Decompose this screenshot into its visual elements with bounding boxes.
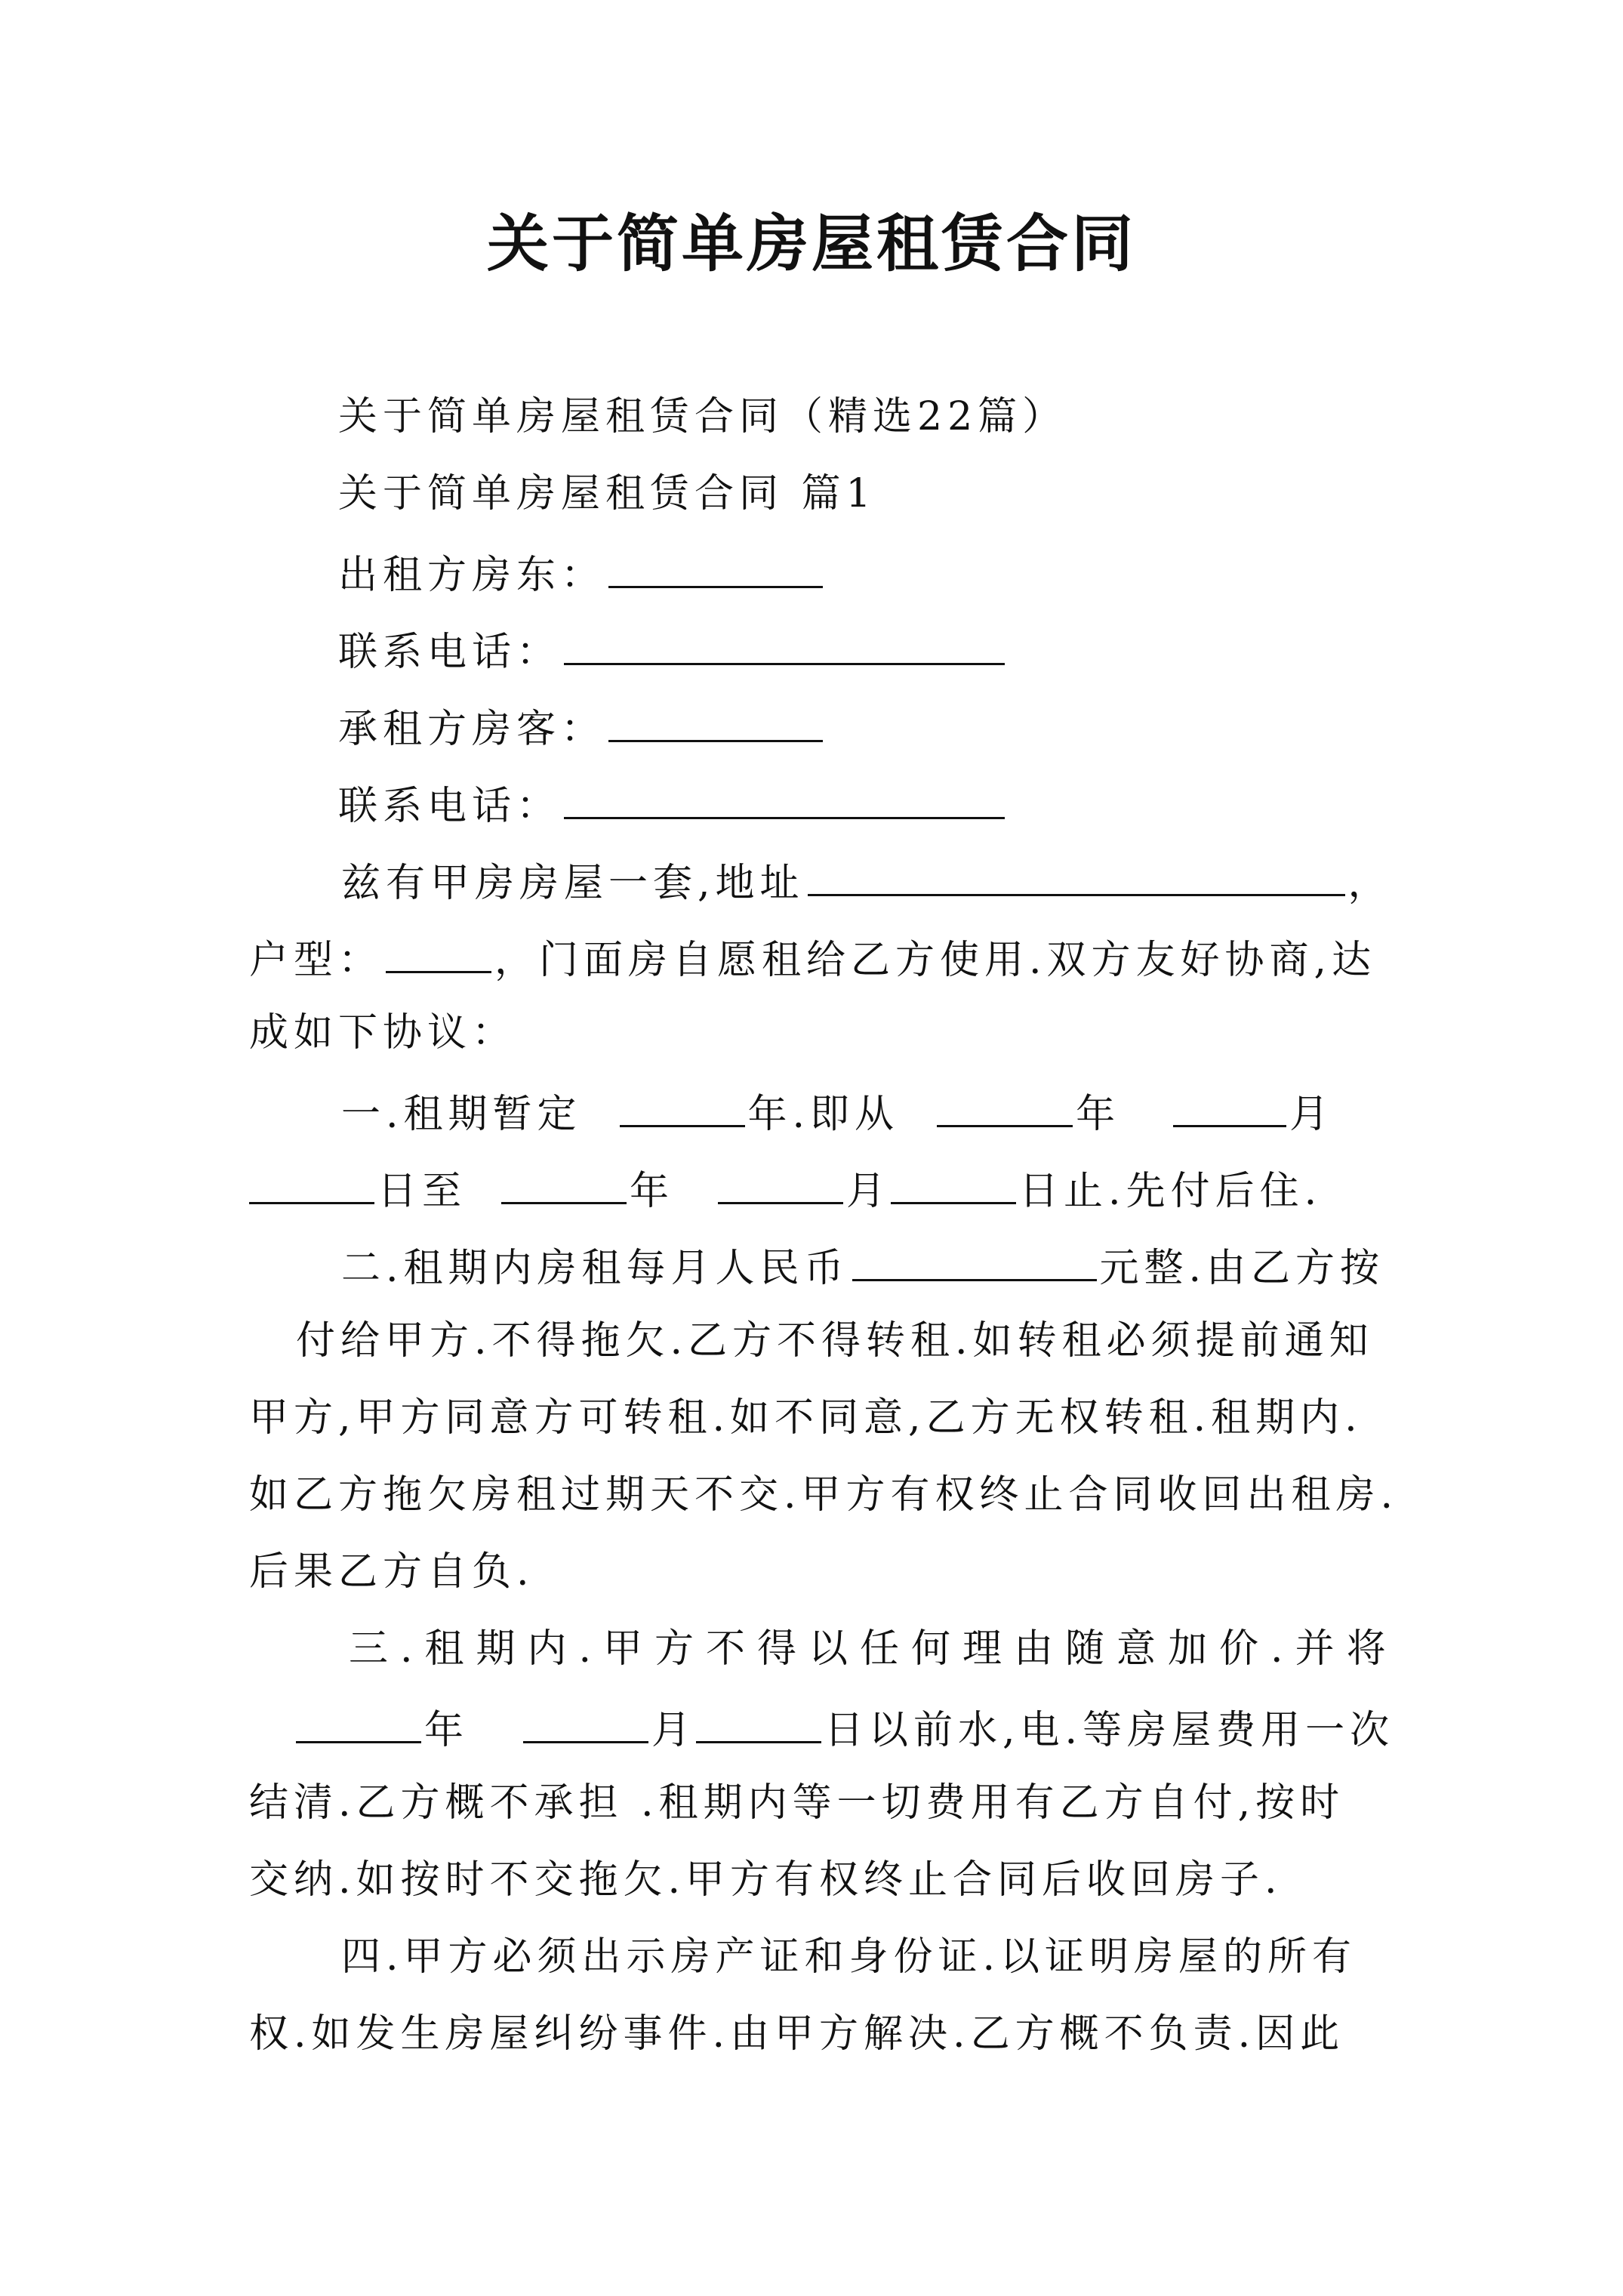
term-years-blank — [620, 1083, 745, 1127]
tenant-phone-field — [338, 775, 1008, 834]
clause-1-text: 一.租期暂定 — [341, 1092, 582, 1137]
utility-day-blank — [696, 1699, 821, 1743]
landlord-field — [338, 544, 826, 603]
clause-1-end-year: 年 — [630, 1169, 675, 1214]
clause-2-line-3: 甲方,甲方同意方可转租.如不同意,乙方无权转租.租期内. — [249, 1395, 1363, 1441]
rent-amount-blank — [852, 1237, 1097, 1281]
intro-text-2: ，门面房自愿租给乙方使用.双方友好协商,达 — [494, 938, 1377, 983]
document-subtitle: 关于简单房屋租赁合同（精选22篇） — [338, 394, 1067, 439]
clause-4-line-2: 权.如发生房屋纠纷事件.由甲方解决.乙方概不负责.因此 — [249, 2011, 1345, 2057]
document-title: 关于简单房屋租赁合同 — [486, 208, 1136, 280]
tenant-blank — [608, 698, 823, 742]
start-year-blank — [937, 1083, 1073, 1127]
end-month-blank — [718, 1160, 843, 1204]
clause-3-line-2 — [296, 1699, 1394, 1758]
clause-2-text-b: 元整.由乙方按 — [1099, 1246, 1385, 1291]
clause-3-line-4: 交纳.如按时不交拖欠.甲方有权终止合同后收回房子. — [249, 1857, 1283, 1903]
address-blank — [808, 852, 1345, 896]
end-day-blank — [891, 1160, 1016, 1204]
clause-2-text: 二.租期内房租每月人民币 — [341, 1246, 849, 1291]
clause-3-month: 月 — [651, 1708, 697, 1753]
tenant-field — [338, 698, 826, 757]
clause-1-end-month: 月 — [846, 1169, 892, 1214]
intro-line-3: 成如下协议： — [249, 1010, 517, 1056]
start-month-blank — [1173, 1083, 1286, 1127]
intro-line-2 — [249, 929, 1376, 988]
clause-1-line-2 — [249, 1160, 1322, 1219]
landlord-blank — [608, 544, 823, 588]
tenant-phone-label: 联系电话： — [338, 784, 562, 829]
clause-3-line-3: 结清.乙方概不承担 .租期内等一切费用有乙方自付,按时 — [249, 1780, 1345, 1826]
landlord-label: 出租方房东： — [338, 553, 606, 598]
end-year-blank — [501, 1160, 627, 1204]
clause-3-line-1: 三.租期内.甲方不得以任何理由随意加价.并将 — [349, 1626, 1398, 1672]
landlord-phone-label: 联系电话： — [338, 630, 562, 675]
intro-line-1 — [341, 852, 1393, 911]
landlord-phone-field — [338, 621, 1008, 680]
clause-2-line-2: 付给甲方.不得拖欠.乙方不得转租.如转租必须提前通知 — [296, 1318, 1374, 1364]
clause-2-line-5: 后果乙方自负. — [249, 1549, 534, 1595]
utility-year-blank — [296, 1699, 421, 1743]
utility-month-blank — [523, 1699, 648, 1743]
clause-3-text-c: 日以前水,电.等房屋费用一次 — [824, 1708, 1395, 1753]
unit-type-blank — [386, 929, 491, 973]
clause-1-month: 月 — [1289, 1092, 1335, 1137]
intro-comma: ， — [1347, 861, 1393, 906]
clause-1-text-b: 年.即从 — [747, 1092, 900, 1137]
section-heading: 关于简单房屋租赁合同 篇1 — [338, 471, 876, 516]
tenant-phone-blank — [564, 775, 1005, 819]
clause-1-year: 年 — [1076, 1092, 1121, 1137]
clause-1-line-1 — [341, 1083, 1334, 1142]
clause-2-line-4: 如乙方拖欠房租过期天不交.甲方有权终止合同收回出租房. — [249, 1472, 1399, 1518]
tenant-label: 承租方房客： — [338, 707, 606, 752]
clause-4-line-1: 四.甲方必须出示房产证和身份证.以证明房屋的所有 — [341, 1934, 1357, 1980]
intro-text: 兹有甲房房屋一套,地址 — [341, 861, 805, 906]
landlord-phone-blank — [564, 621, 1005, 665]
clause-3-year: 年 — [424, 1708, 470, 1753]
start-day-blank — [249, 1160, 374, 1204]
clause-1-to: 日至 — [377, 1169, 467, 1214]
clause-2-line-1 — [341, 1237, 1384, 1296]
clause-1-end: 日止.先付后住. — [1019, 1169, 1323, 1214]
unit-type-label: 户型： — [249, 938, 383, 983]
